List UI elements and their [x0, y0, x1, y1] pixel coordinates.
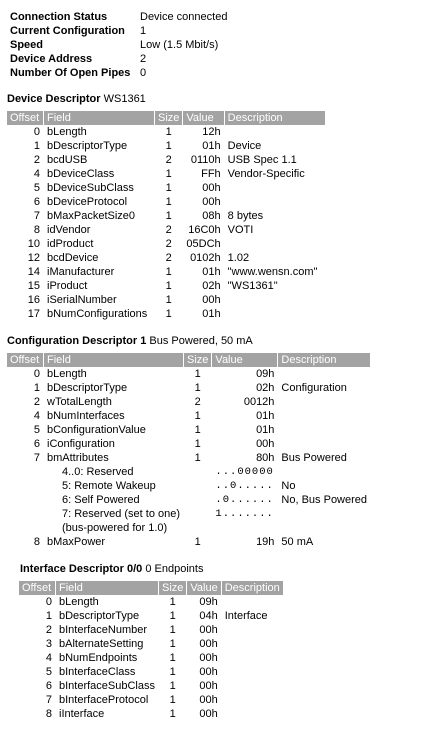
value-cell: 00h — [199, 708, 218, 720]
field-cell: bLength — [47, 368, 87, 380]
value-cell: 09h — [199, 596, 218, 608]
field-cell: 5: Remote Wakeup — [62, 480, 156, 492]
field-cell: bDeviceSubClass — [47, 182, 134, 194]
description-cell — [225, 293, 325, 307]
table-row — [7, 451, 370, 465]
column-header-value: Value — [183, 111, 223, 125]
size-cell: 1 — [165, 168, 172, 180]
offset-cell: 0 — [45, 596, 52, 608]
value-cell: 0102h — [190, 252, 221, 264]
size-cell: 1 — [165, 308, 172, 320]
status-row — [10, 24, 227, 38]
value-cell: 0012h — [243, 396, 275, 408]
table-row — [7, 167, 325, 181]
value-cell: 12h — [202, 126, 221, 138]
table-header-row — [7, 353, 370, 367]
value-cell: 1....... — [215, 508, 274, 520]
value-cell: 01h — [256, 424, 275, 436]
interface-descriptor-heading: Interface Descriptor 0/0 — [20, 563, 143, 575]
column-header-description: Description — [222, 581, 283, 595]
value-cell: 00h — [199, 666, 218, 678]
description-cell — [278, 521, 370, 535]
size-cell: 1 — [194, 452, 201, 464]
status-row — [10, 38, 227, 52]
value-cell: 00h — [202, 294, 221, 306]
status-row — [10, 10, 227, 24]
value-cell: 09h — [256, 368, 275, 380]
field-cell: bcdDevice — [47, 252, 99, 264]
status-label: Current Configuration — [10, 25, 125, 37]
table-row — [7, 507, 370, 521]
size-cell: 2 — [194, 396, 201, 408]
field-cell: bInterfaceSubClass — [59, 680, 155, 692]
description-cell — [278, 409, 370, 423]
column-header-size: Size — [159, 581, 186, 595]
table-row — [7, 237, 325, 251]
column-header-offset: Offset — [7, 353, 43, 367]
column-header-value: Value — [212, 353, 277, 367]
offset-cell: 4 — [33, 168, 40, 180]
description-cell — [222, 707, 283, 721]
offset-cell: 0 — [33, 368, 40, 380]
offset-cell: 2 — [33, 396, 40, 408]
size-cell: 1 — [165, 126, 172, 138]
value-cell: 00h — [202, 196, 221, 208]
field-cell: bNumEndpoints — [59, 652, 138, 664]
size-cell — [184, 479, 211, 493]
description-cell — [225, 125, 325, 139]
column-header-field: Field — [44, 353, 183, 367]
offset-cell: 8 — [45, 708, 52, 720]
size-cell — [184, 493, 211, 507]
table-row — [19, 707, 283, 721]
offset-cell: 6 — [45, 680, 52, 692]
status-value: Device connected — [140, 11, 228, 23]
size-cell: 1 — [194, 382, 201, 394]
description-cell — [278, 437, 370, 451]
size-cell: 1 — [165, 210, 172, 222]
offset-cell: 7 — [45, 694, 52, 706]
value-cell: 19h — [256, 536, 275, 548]
table-row — [19, 609, 283, 623]
size-cell: 1 — [194, 438, 201, 450]
description-cell — [278, 465, 370, 479]
table-row — [7, 395, 370, 409]
status-value: 1 — [140, 25, 147, 37]
status-value: 2 — [140, 53, 147, 65]
status-label: Connection Status — [10, 11, 108, 23]
table-row — [7, 409, 370, 423]
description-cell: 1.02 — [227, 252, 250, 264]
description-cell: 8 bytes — [227, 210, 264, 222]
offset-cell: 5 — [33, 182, 40, 194]
offset-cell: 2 — [33, 154, 40, 166]
offset-cell: 16 — [27, 294, 40, 306]
table-row — [7, 139, 325, 153]
size-cell — [184, 521, 211, 535]
value-cell: 00h — [199, 652, 218, 664]
field-cell: iSerialNumber — [47, 294, 117, 306]
field-cell: 4..0: Reserved — [62, 466, 134, 478]
field-cell: bDeviceProtocol — [47, 196, 128, 208]
size-cell: 1 — [165, 266, 172, 278]
offset-cell: 1 — [45, 610, 52, 622]
field-cell: iConfiguration — [47, 438, 115, 450]
status-label: Number Of Open Pipes — [10, 67, 131, 79]
size-cell: 1 — [194, 536, 201, 548]
field-cell: bDescriptorType — [47, 140, 128, 152]
table-row — [7, 521, 370, 535]
field-cell: bLength — [47, 126, 87, 138]
description-cell: "www.wensn.com" — [227, 266, 318, 278]
offset-cell: 5 — [33, 424, 40, 436]
table-header-row — [7, 111, 325, 125]
table-row — [19, 651, 283, 665]
table-row — [19, 679, 283, 693]
description-cell: VOTI — [227, 224, 254, 236]
size-cell — [184, 465, 211, 479]
size-cell: 2 — [165, 238, 172, 250]
offset-cell: 0 — [33, 126, 40, 138]
table-row — [7, 479, 370, 493]
description-cell: No, Bus Powered — [281, 494, 368, 506]
table-row — [19, 637, 283, 651]
table-row — [7, 251, 325, 265]
value-cell — [212, 521, 277, 535]
column-header-offset: Offset — [19, 581, 55, 595]
table-row — [7, 223, 325, 237]
description-cell — [225, 195, 325, 209]
value-cell: 05DCh — [186, 238, 221, 250]
field-cell: bConfigurationValue — [47, 424, 146, 436]
value-cell: 01h — [202, 266, 221, 278]
size-cell: 1 — [165, 182, 172, 194]
table-row — [7, 423, 370, 437]
column-header-description: Description — [278, 353, 370, 367]
field-cell: idProduct — [47, 238, 94, 250]
size-cell: 1 — [165, 280, 172, 292]
status-label: Device Address — [10, 53, 93, 65]
field-cell: bDeviceClass — [47, 168, 115, 180]
offset-cell: 4 — [45, 652, 52, 664]
size-cell: 1 — [165, 140, 172, 152]
field-cell: bNumInterfaces — [47, 410, 125, 422]
table-row — [19, 693, 283, 707]
field-cell: idVendor — [47, 224, 91, 236]
table-row — [7, 265, 325, 279]
value-cell: ..0..... — [215, 480, 274, 492]
offset-cell: 5 — [45, 666, 52, 678]
value-cell: ...00000 — [215, 466, 274, 478]
size-cell — [184, 507, 211, 521]
table-row — [7, 535, 370, 549]
value-cell: 00h — [199, 694, 218, 706]
size-cell: 1 — [169, 638, 176, 650]
description-cell — [222, 637, 283, 651]
device-descriptor-heading: Device Descriptor — [7, 93, 101, 105]
field-cell: iManufacturer — [47, 266, 115, 278]
interface-descriptor-subtitle: 0 Endpoints — [145, 563, 204, 575]
description-cell: USB Spec 1.1 — [227, 154, 297, 166]
offset-cell — [7, 479, 43, 493]
table-row — [7, 307, 325, 321]
offset-cell: 6 — [33, 438, 40, 450]
description-cell — [222, 693, 283, 707]
description-cell — [222, 665, 283, 679]
value-cell: 16C0h — [188, 224, 221, 236]
value-cell: 0110h — [190, 154, 221, 166]
value-cell: 00h — [199, 638, 218, 650]
value-cell: 02h — [202, 280, 221, 292]
column-header-size: Size — [184, 353, 211, 367]
configuration-descriptor-table — [6, 353, 371, 549]
offset-cell: 15 — [27, 280, 40, 292]
offset-cell: 1 — [33, 140, 40, 152]
device-descriptor-subtitle: WS1361 — [103, 93, 146, 105]
offset-cell: 3 — [45, 638, 52, 650]
table-row — [7, 125, 325, 139]
description-cell: Configuration — [281, 382, 347, 394]
value-cell: .0...... — [215, 494, 274, 506]
table-row — [7, 153, 325, 167]
size-cell: 1 — [194, 368, 201, 380]
table-row — [7, 465, 370, 479]
description-cell: Device — [227, 140, 262, 152]
table-row — [7, 195, 325, 209]
interface-descriptor-title — [20, 563, 203, 575]
table-row — [19, 595, 283, 609]
table-row — [7, 181, 325, 195]
offset-cell — [7, 493, 43, 507]
size-cell: 1 — [169, 624, 176, 636]
description-cell: Vendor-Specific — [227, 168, 305, 180]
table-row — [7, 367, 370, 381]
value-cell: FFh — [201, 168, 221, 180]
field-cell: bmAttributes — [47, 452, 109, 464]
value-cell: 01h — [202, 308, 221, 320]
size-cell: 1 — [194, 424, 201, 436]
description-cell — [225, 307, 325, 321]
field-cell: bDescriptorType — [47, 382, 128, 394]
value-cell: 01h — [256, 410, 275, 422]
size-cell: 1 — [169, 666, 176, 678]
table-row — [19, 665, 283, 679]
offset-cell: 14 — [27, 266, 40, 278]
column-header-offset: Offset — [7, 111, 43, 125]
offset-cell — [7, 521, 43, 535]
configuration-descriptor-title — [7, 335, 253, 347]
offset-cell: 7 — [33, 452, 40, 464]
size-cell: 2 — [165, 252, 172, 264]
value-cell: 00h — [199, 680, 218, 692]
offset-cell: 17 — [27, 308, 40, 320]
field-cell: bMaxPacketSize0 — [47, 210, 136, 222]
size-cell: 1 — [169, 694, 176, 706]
interface-descriptor-table — [18, 581, 284, 721]
value-cell: 04h — [199, 610, 218, 622]
value-cell: 00h — [256, 438, 275, 450]
status-label: Speed — [10, 39, 44, 51]
size-cell: 2 — [165, 154, 172, 166]
description-cell: "WS1361" — [227, 280, 278, 292]
field-cell: bInterfaceProtocol — [59, 694, 149, 706]
table-row — [7, 493, 370, 507]
description-cell — [222, 679, 283, 693]
size-cell: 1 — [169, 596, 176, 608]
table-row — [19, 623, 283, 637]
size-cell: 1 — [165, 196, 172, 208]
description-cell: Bus Powered — [281, 452, 347, 464]
field-cell: 7: Reserved (set to one) — [62, 508, 181, 520]
status-value: Low (1.5 Mbit/s) — [140, 39, 219, 51]
column-header-field: Field — [44, 111, 154, 125]
column-header-value: Value — [187, 581, 220, 595]
description-cell — [225, 237, 325, 251]
table-row — [7, 279, 325, 293]
offset-cell — [7, 507, 43, 521]
configuration-descriptor-heading: Configuration Descriptor 1 — [7, 335, 147, 347]
column-header-size: Size — [155, 111, 182, 125]
status-row — [10, 52, 227, 66]
field-cell: bLength — [59, 596, 99, 608]
size-cell: 1 — [169, 708, 176, 720]
description-cell — [278, 423, 370, 437]
device-descriptor-table — [6, 111, 326, 321]
description-cell — [278, 395, 370, 409]
column-header-description: Description — [225, 111, 325, 125]
offset-cell: 8 — [33, 224, 40, 236]
field-cell: bMaxPower — [47, 536, 106, 548]
size-cell: 2 — [165, 224, 172, 236]
description-cell — [222, 651, 283, 665]
field-cell: bNumConfigurations — [47, 308, 148, 320]
value-cell: 00h — [202, 182, 221, 194]
description-cell — [225, 181, 325, 195]
offset-cell — [7, 465, 43, 479]
device-descriptor-title — [7, 93, 146, 105]
field-cell: iInterface — [59, 708, 105, 720]
offset-cell: 1 — [33, 382, 40, 394]
value-cell: 08h — [202, 210, 221, 222]
connection-status-table — [10, 10, 227, 80]
field-cell: bAlternateSetting — [59, 638, 144, 650]
field-cell: bDescriptorType — [59, 610, 140, 622]
field-cell: (bus-powered for 1.0) — [62, 522, 168, 534]
description-cell — [222, 595, 283, 609]
size-cell: 1 — [165, 294, 172, 306]
value-cell: 80h — [256, 452, 275, 464]
size-cell: 1 — [169, 680, 176, 692]
table-row — [7, 381, 370, 395]
field-cell: 6: Self Powered — [62, 494, 140, 506]
field-cell: iProduct — [47, 280, 88, 292]
column-header-field: Field — [56, 581, 158, 595]
table-row — [7, 209, 325, 223]
field-cell: bInterfaceNumber — [59, 624, 148, 636]
table-header-row — [19, 581, 283, 595]
size-cell: 1 — [169, 652, 176, 664]
offset-cell: 6 — [33, 196, 40, 208]
field-cell: bInterfaceClass — [59, 666, 136, 678]
status-row — [10, 66, 227, 80]
table-row — [7, 437, 370, 451]
description-cell — [278, 367, 370, 381]
field-cell: bcdUSB — [47, 154, 88, 166]
offset-cell: 2 — [45, 624, 52, 636]
offset-cell: 12 — [27, 252, 40, 264]
status-value: 0 — [140, 67, 147, 79]
value-cell: 02h — [256, 382, 275, 394]
offset-cell: 10 — [27, 238, 40, 250]
description-cell — [222, 623, 283, 637]
description-cell: No — [281, 480, 296, 492]
table-row — [7, 293, 325, 307]
size-cell: 1 — [169, 610, 176, 622]
value-cell: 00h — [199, 624, 218, 636]
description-cell — [278, 507, 370, 521]
value-cell: 01h — [202, 140, 221, 152]
field-cell: wTotalLength — [47, 396, 112, 408]
description-cell: 50 mA — [281, 536, 314, 548]
configuration-descriptor-subtitle: Bus Powered, 50 mA — [149, 335, 253, 347]
offset-cell: 4 — [33, 410, 40, 422]
offset-cell: 7 — [33, 210, 40, 222]
offset-cell: 8 — [33, 536, 40, 548]
description-cell: Interface — [224, 610, 268, 622]
size-cell: 1 — [194, 410, 201, 422]
